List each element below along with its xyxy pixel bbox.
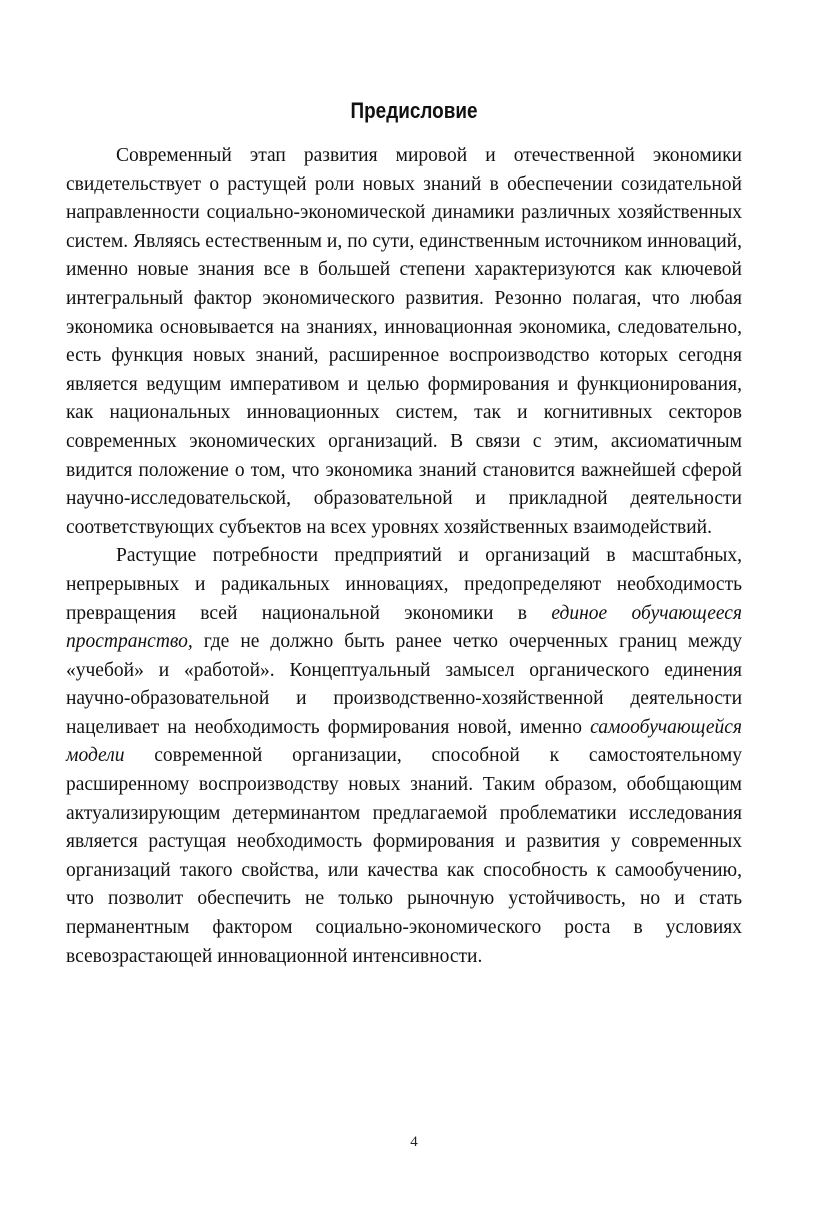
paragraph-2-text-c: современной организации, способной к самостоятельному расширенному воспроизводству новых знаний. Таким образом, обобщающим актуализирующим детерминантом предлагаемой проблематики исследования является растущая необходимость формирования и развития у современных организаций такого свойства, или качества как способность к самообучению, что позволит обеспечить не только рыночную устойчивость, но и стать перманентным фактором социально-экономического роста в условиях всевозрастающей инновационной интенсивности. <box>66 745 742 967</box>
page-title: Предисловие <box>350 98 478 123</box>
paragraph-2-text-b: где не должно быть ранее четко очерченных границ между «учебой» и «работой». Концептуальный замысел органического единения научно-образовательной и производственно-хозяйственной деятельности нацеливает на необходимость формирования новой, именно <box>66 631 742 738</box>
paragraph-2 <box>66 542 742 971</box>
body-text <box>66 142 742 971</box>
page-number: 4 <box>410 1134 418 1150</box>
paragraph-2-text-a: Растущие потребности предприятий и организаций в масштабных, непрерывных и радикальных инновациях, предопределяют необходимость превращения всей национальной экономики в <box>66 545 742 624</box>
paragraph-1: Современный этап развития мировой и отечественной экономики свидетельствует о растущей роли новых знаний в обеспечении созидательной направленности социально-экономической динамики различных хозяйственных систем. Являясь естественным и, по сути, единственным источником инноваций, именно новые знания все в большей степени характеризуются как ключевой интегральный фактор экономического развития. Резонно полагая, что любая экономика основывается на знаниях, инновационная экономика, следовательно, есть функция новых знаний, расширенное воспроизводство которых сегодня является ведущим императивом и целью формирования и функционирования, как национальных инновационных систем, так и когнитивных секторов современных экономических организаций. В связи с этим, аксиоматичным видится положение о том, что экономика знаний становится важнейшей сферой научно-исследовательской, образовательной и прикладной деятельности соответствующих субъектов на всех уровнях хозяйственных взаимодействий. <box>66 145 742 538</box>
italic-term-self-learning-model: самообучающейся модели <box>66 716 742 767</box>
italic-term-unified-learning-space: единое обучающееся пространство, <box>66 602 742 653</box>
